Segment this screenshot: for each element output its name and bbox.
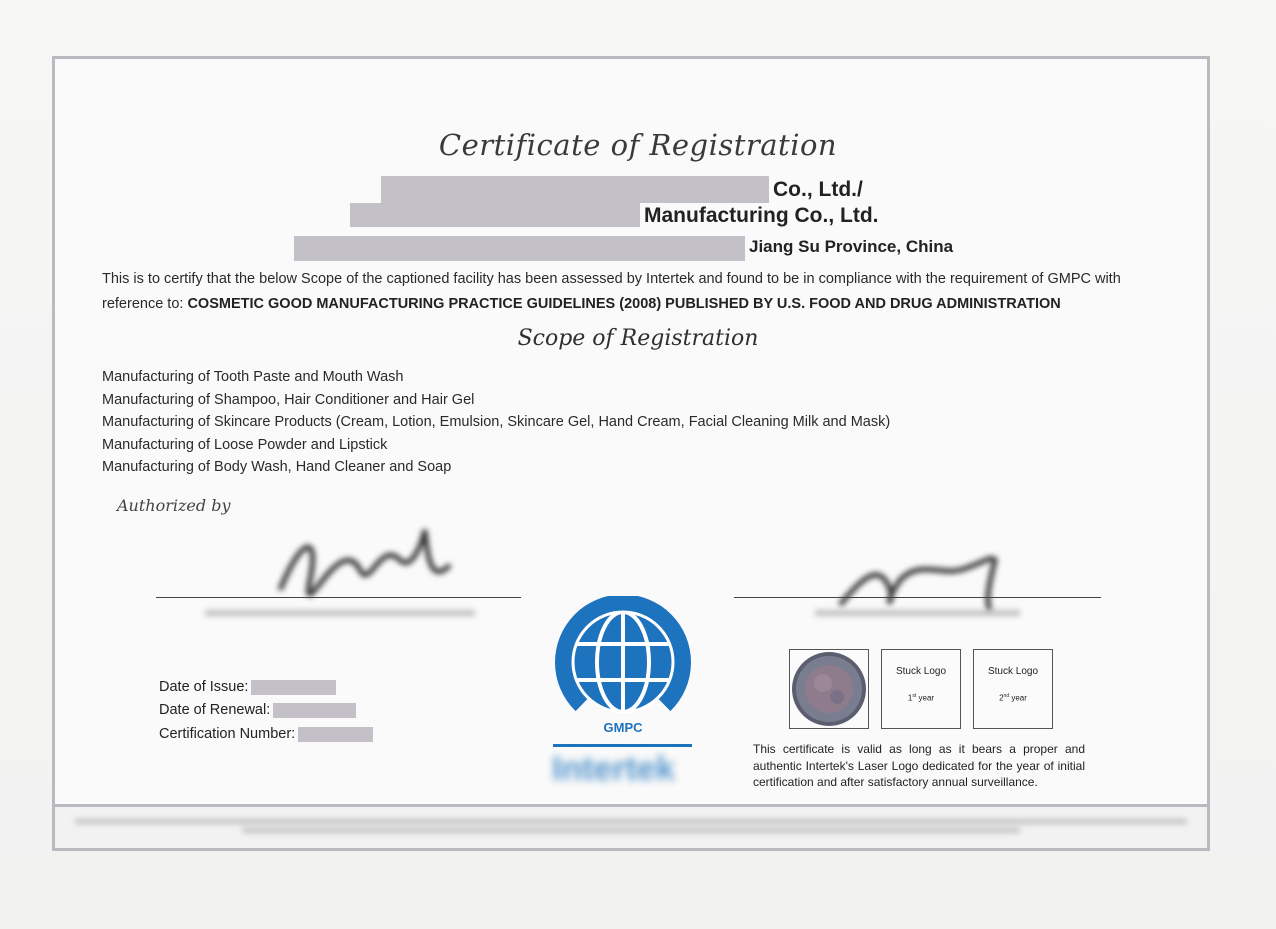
company-line-2: Manufacturing Co., Ltd. (644, 204, 879, 227)
company-line-1: Co., Ltd./ (773, 178, 863, 201)
signature-line-right (734, 597, 1101, 598)
authorized-by-label: Authorized by (117, 496, 231, 515)
signature-line-left (156, 597, 521, 598)
redacted-company-name-1 (381, 176, 769, 203)
laser-logo-hologram (789, 649, 869, 729)
gmpc-globe-logo (551, 596, 695, 742)
redacted-address (294, 236, 745, 261)
address-line: Jiang Su Province, China (749, 237, 954, 256)
scope-item: Manufacturing of Loose Powder and Lipstick (102, 436, 388, 453)
gmpc-logo-text: GMPC (603, 720, 643, 735)
redacted-date-of-renewal (273, 703, 356, 718)
certification-number-row (159, 726, 373, 742)
date-of-renewal-row (159, 702, 356, 718)
date-of-renewal-label: Date of Renewal: (159, 702, 271, 718)
redacted-signatory-right (815, 610, 1020, 616)
intertek-brand: Intertek (552, 750, 675, 788)
stuck-logo-label: Stuck Logo (895, 666, 947, 677)
certificate-title: Certificate of Registration (438, 128, 838, 162)
signature-right (820, 540, 1020, 620)
certification-number-label: Certification Number: (159, 726, 296, 742)
certify-paragraph (102, 267, 1162, 317)
scope-item: Manufacturing of Tooth Paste and Mouth Wash (102, 369, 404, 385)
date-of-issue-row (159, 679, 336, 695)
footer-band (55, 804, 1207, 848)
standard-text: COSMETIC GOOD MANUFACTURING PRACTICE GUIDELINES (2008) PUBLISHED BY U.S. FOOD AND DRUG ADMINISTRATION (187, 296, 1061, 312)
redacted-footer-text (75, 815, 1187, 841)
redacted-company-name-2 (350, 203, 640, 227)
redacted-date-of-issue (251, 680, 336, 695)
scope-list (102, 366, 890, 479)
certify-text: This is to certify that the below Scope of the captioned facility has been assessed by Intertek and found to be in compliance with the requirement of GMPC with reference to: (102, 271, 1121, 312)
validity-note: This certificate is valid as long as it bears a proper and authentic Intertek's Laser Logo dedicated for the year of initial certification and after satisfactory annual surveillance. (753, 742, 1085, 789)
signature-left (250, 510, 470, 610)
redacted-signatory-left (205, 610, 475, 616)
scope-title: Scope of Registration (517, 326, 759, 351)
brand-divider (553, 744, 692, 747)
stuck-logo-label: Stuck Logo (987, 666, 1039, 677)
stamp-year: 2nd year (999, 693, 1027, 703)
scope-item: Manufacturing of Body Wash, Hand Cleaner and Soap (102, 459, 452, 475)
stamp-year: 1st year (907, 693, 935, 703)
scope-item: Manufacturing of Shampoo, Hair Conditioner and Hair Gel (102, 391, 475, 408)
redacted-certification-number (298, 727, 373, 742)
stuck-logo-box-year-2 (973, 649, 1053, 729)
date-of-issue-label: Date of Issue: (159, 679, 249, 695)
stuck-logo-box-year-1 (881, 649, 961, 729)
scope-item: Manufacturing of Skincare Products (Cream, Lotion, Emulsion, Skincare Gel, Hand Cream, Facial Cleaning Milk and Mask) (102, 414, 891, 430)
